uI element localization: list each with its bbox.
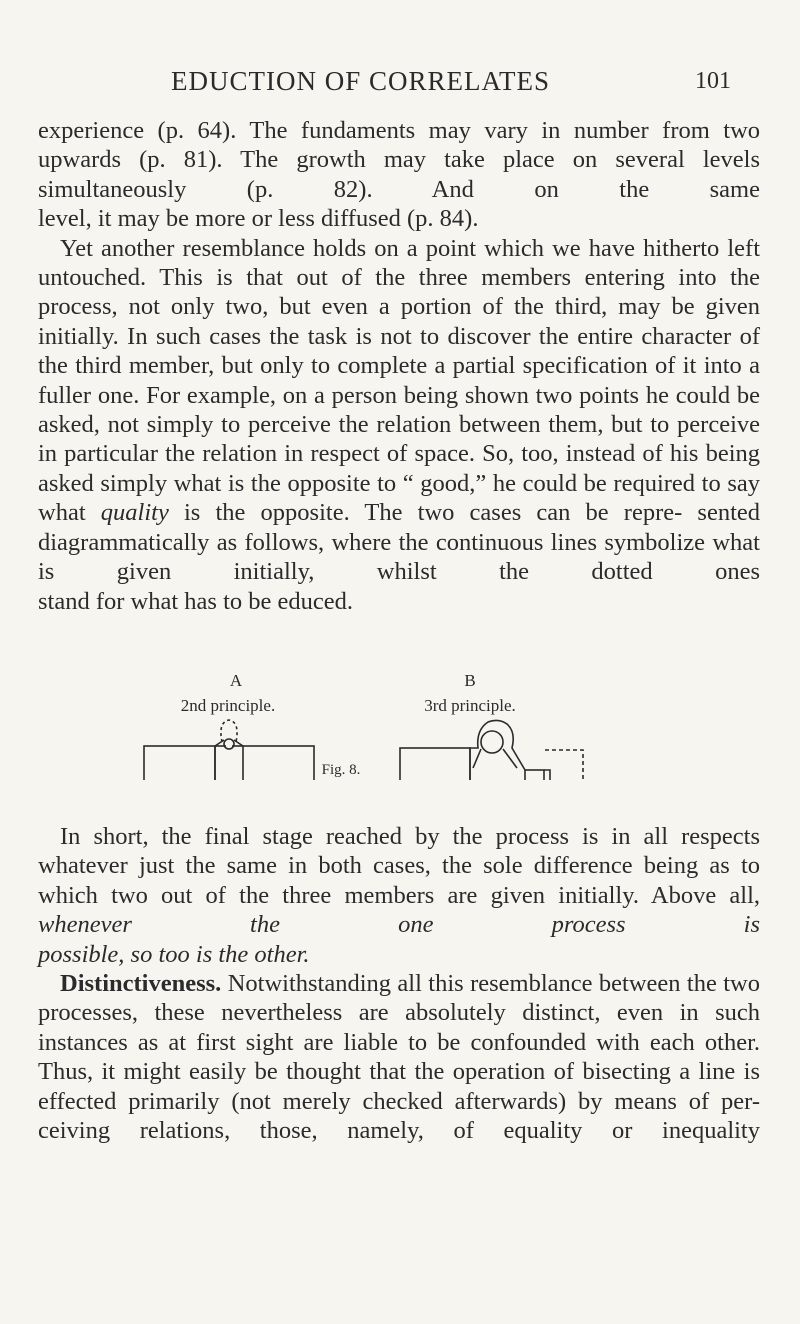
figure-diagram <box>0 672 800 780</box>
p3-italic-1: whenever the one process is <box>38 911 760 939</box>
p2-line-14: lines symbolize what is given initially, whilst the dotted ones <box>38 528 760 586</box>
page-number: 101 <box>695 68 731 94</box>
p2-line-11: what is the opposite to “ good,” he could be required to say <box>173 469 760 497</box>
p2-italic-quality: quality <box>100 499 169 527</box>
diagram-a-circle <box>224 739 234 749</box>
diagram-a <box>144 720 314 780</box>
diagram-b <box>400 720 583 780</box>
p4-line-6: primarily (not merely checked afterwards) by means of per- <box>128 1087 760 1115</box>
p2-line-2: hitherto left untouched. This is that out of the three <box>38 234 761 292</box>
p2-line-1: Yet another resemblance holds on a point which we have <box>60 234 635 262</box>
p2-line-13: sented diagrammatically as follows, where the continuous <box>38 499 761 556</box>
p2-line-9: between them, but to perceive in particular the relation in <box>38 411 761 468</box>
paragraph-2-end <box>38 587 760 616</box>
diagram-a-right-box <box>243 746 314 780</box>
p2-line-6: member, but only to complete a partial specification of it <box>128 352 697 380</box>
p3-line-3: difference being as to which two out of the three members <box>38 852 761 909</box>
p3-italic-2: possible, so too is the other. <box>38 940 310 968</box>
diagram-b-small-box <box>525 770 544 780</box>
figure-caption: Fig. 8. <box>321 762 361 778</box>
p2-line-7: into a fuller one. For example, on a person being shown two <box>38 352 760 409</box>
diagram-b-left-box <box>400 748 470 780</box>
p1-line-3: several levels simultaneously (p. 82). And on the same <box>38 146 760 203</box>
page-header <box>0 66 800 106</box>
p4-line-1: Notwithstanding all this resemblance <box>221 970 593 998</box>
diagram-b-circle <box>481 731 503 753</box>
caption-a: 2nd principle. <box>180 696 276 715</box>
p1-line-4: level, it may be more or less diffused (p. 84). <box>38 205 479 233</box>
p2-line-10: respect of space. So, too, instead of his being asked simply <box>38 440 761 497</box>
paragraph-2 <box>38 234 760 587</box>
paragraph-4 <box>38 969 760 1145</box>
paragraph-1-end <box>38 204 760 233</box>
caption-b: 3rd principle. <box>424 696 516 715</box>
text-block-lower <box>38 822 760 1145</box>
paragraph-3 <box>38 822 760 940</box>
text-block-upper <box>38 116 760 616</box>
p4-line-3: distinct, even in such instances as at first sight are liable to <box>38 999 760 1056</box>
p3-line-2: respects whatever just the same in both cases, the sole <box>38 823 761 880</box>
paragraph-3-end <box>38 940 760 969</box>
section-heading-distinctiveness: Distinctiveness. <box>60 970 222 998</box>
p4-line-5: thought that the operation of bisecting a line is effected <box>38 1058 761 1115</box>
p2-line-8: points he could be asked, not simply to perceive the relation <box>38 381 761 439</box>
p2-line-15: stand for what has to be educed. <box>38 587 353 615</box>
p2-line-3: members entering into the process, not only two, but even <box>38 264 761 321</box>
figure-8 <box>0 672 800 780</box>
p4-line-4: be confounded with each other. Thus, it might easily be <box>38 1028 760 1086</box>
p4-line-2: between the two processes, these nevertheless are absolutely <box>38 970 760 1027</box>
label-b: B <box>464 672 476 690</box>
paragraph-1 <box>38 116 760 204</box>
p1-line-1: experience (p. 64). The fundaments may vary in number <box>38 117 649 144</box>
p3-line-1: In short, the final stage reached by the process is in all <box>60 823 669 850</box>
p4-line-7: ceiving relations, those, namely, of equality or inequality <box>38 1117 760 1145</box>
diagram-b-relation <box>470 720 525 780</box>
label-a: A <box>229 672 243 690</box>
p1-line-2: from two upwards (p. 81). The growth may take place on <box>38 117 761 174</box>
p2-line-12a: what <box>38 499 101 527</box>
diagram-a-left-box <box>144 746 215 780</box>
p2-line-5: the task is not to discover the entire character of the third <box>38 322 760 380</box>
running-title: EDUCTION OF CORRELATES <box>171 66 551 96</box>
p3-line-4a: are given initially. Above all, <box>447 881 761 909</box>
p2-line-12b: is the opposite. The two cases can be repre- <box>168 499 683 527</box>
p2-line-4: a portion of the third, may be given initially. In such cases <box>38 293 760 350</box>
